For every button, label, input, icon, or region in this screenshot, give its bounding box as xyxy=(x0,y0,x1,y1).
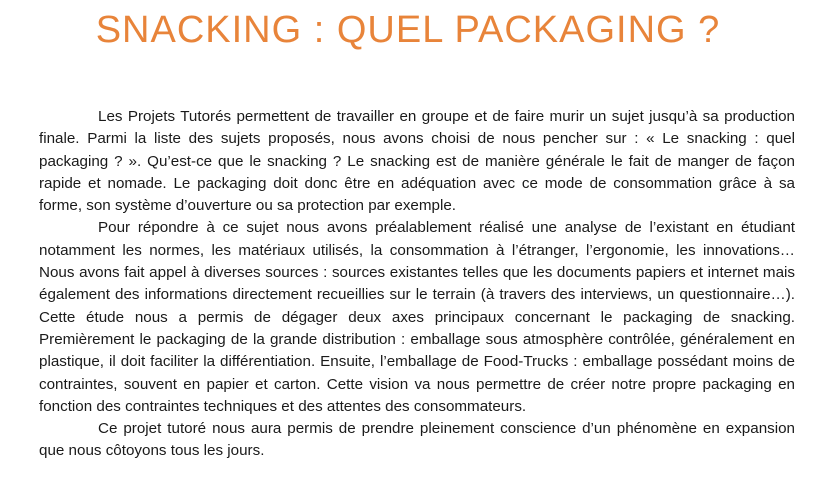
paragraph-intro: Les Projets Tutorés permettent de travailler en groupe et de faire murir un sujet jusqu’à sa production finale. Parmi la liste des sujets proposés, nous avons choisi de nous pencher sur : « Le snacking : quel packaging ? ». Qu’est-ce que le snacking ? Le snacking est de manière générale le fait de manger de façon rapide et nomade. Le packaging doit donc être en adéquation avec ce mode de consommation grâce à sa forme, son système d’ouverture ou sa protection par exemple. xyxy=(39,108,795,215)
paragraph-analysis: Pour répondre à ce sujet nous avons préalablement réalisé une analyse de l’existant en étudiant notamment les normes, les matériaux utilisés, la consommation à l’étranger, l’ergonomie, les innovations… Nous avons fait appel à diverses sources : sources existantes telles que les documents papiers et internet mais également des informations directement recueillies sur le terrain (à travers des interviews, un questionnaire…). Cette étude nous a permis de dégager deux axes principaux concernant le packaging de snacking. Premièrement le packaging de la grande distribution : emballage sous atmosphère contrôlée, généralement en plastique, il doit faciliter la différentiation. Ensuite, l’emballage de Food-Trucks : emballage possédant moins de contraintes, souvent en papier et carton. Cette vision va nous permettre de créer notre propre packaging en fonction des contraintes techniques et des attentes des consommateurs. xyxy=(39,219,795,415)
document-title: SNACKING : QUEL PACKAGING ? xyxy=(95,9,721,51)
document-body xyxy=(39,106,795,463)
paragraph-conclusion: Ce projet tutoré nous aura permis de prendre pleinement conscience d’un phénomène en expansion que nous côtoyons tous les jours. xyxy=(39,420,795,460)
